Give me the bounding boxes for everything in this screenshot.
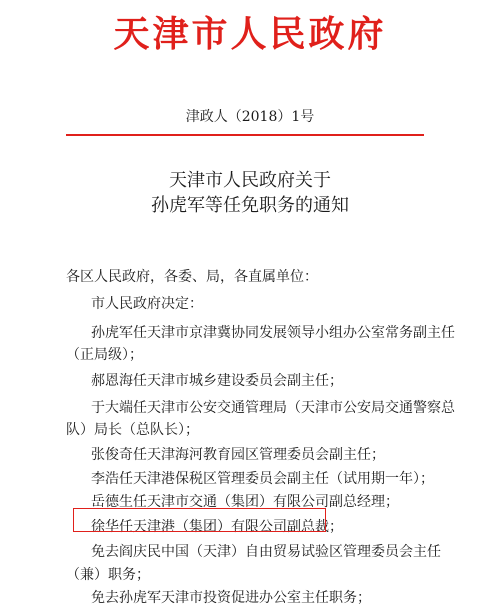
notice-title [0, 168, 500, 218]
notice-title-line-2: 孙虎军等任免职务的通知 [151, 195, 349, 216]
body-line: 免去阎庆民中国（天津）自由贸易试验区管理委员会主任 [91, 544, 441, 560]
red-divider-rule [66, 134, 424, 136]
body-line: 免去孙虎军天津市投资促进办公室主任职务； [91, 590, 371, 606]
highlighted-appointment-line: 徐华任天津港（集团）有限公司副总裁； [91, 519, 343, 535]
highlight-box [73, 508, 326, 532]
body-line: 岳德生任天津市交通（集团）有限公司副总经理； [91, 494, 399, 510]
salutation-line: 各区人民政府，各委、局，各直属单位： [66, 269, 318, 285]
body-line: （兼）职务； [66, 567, 150, 583]
body-line: 队）局长（总队长）； [66, 422, 199, 438]
government-masthead: 天津市人民政府 [113, 13, 387, 55]
body-line: 孙虎军任天津市京津冀协同发展领导小组办公室常务副主任 [91, 325, 455, 341]
body-line: 于大端任天津市公安交通管理局（天津市公安局交通警察总 [91, 400, 455, 416]
body-line: （正局级）； [66, 347, 143, 363]
body-line: 李浩任天津港保税区管理委员会副主任（试用期一年）； [91, 471, 434, 487]
body-line: 张俊奇任天津海河教育园区管理委员会副主任； [91, 447, 385, 463]
body-line: 郝恩海任天津市城乡建设委员会副主任； [91, 373, 343, 389]
document-number: 津政人（2018）1号 [185, 109, 315, 125]
notice-title-line-1: 天津市人民政府关于 [169, 170, 331, 191]
body-line: 市人民政府决定： [91, 296, 203, 312]
